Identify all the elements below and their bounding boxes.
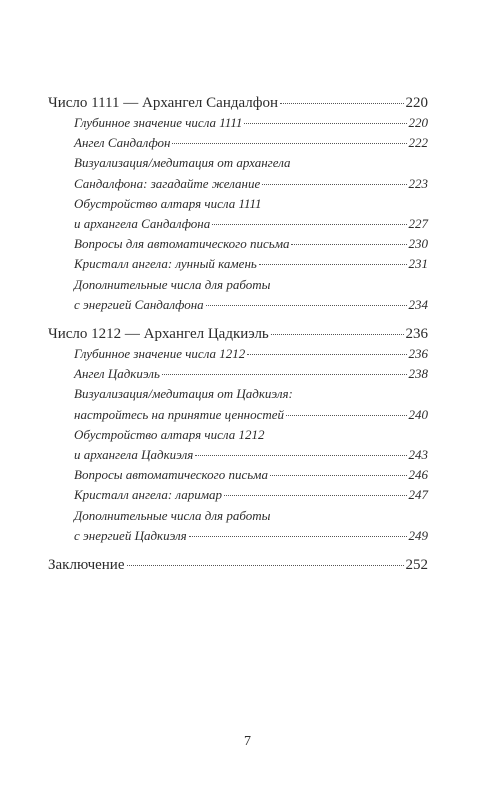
section-title-line: Визуализация/медитация от Цадкиэля: [74, 386, 293, 402]
section-title: с энергией Цадкиэля [74, 527, 187, 543]
toc-section[interactable] [74, 506, 428, 546]
section-page-number: 238 [408, 366, 428, 382]
section-page-number: 243 [408, 447, 428, 463]
chapter-page-number: 220 [405, 95, 428, 111]
section-title: Глубинное значение числа 1111 [74, 115, 243, 130]
dot-leader [262, 175, 406, 188]
dot-leader [206, 296, 407, 309]
table-of-contents [48, 92, 428, 575]
section-title-line: Визуализация/медитация от архангела [74, 155, 291, 171]
chapter-entry[interactable] [48, 92, 428, 113]
toc-chapter [48, 323, 428, 546]
toc-section[interactable] [74, 364, 428, 384]
conclusion-page-number: 252 [405, 557, 428, 574]
section-title: Вопросы автоматического письма [74, 467, 268, 483]
toc-section[interactable] [74, 234, 428, 254]
section-title: Вопросы для автоматического письма [74, 236, 290, 252]
section-title-line: Обустройство алтаря числа 1212 [74, 426, 265, 442]
toc-section[interactable] [74, 465, 428, 485]
section-page-number: 236 [408, 346, 428, 362]
toc-section[interactable] [74, 384, 428, 424]
section-page-number: 234 [408, 296, 428, 312]
section-page-number: 247 [408, 487, 428, 503]
section-title: Кристалл ангела: лунный камень [74, 256, 257, 272]
chapter-title: Число 1212 — Архангел Цадкиэль [48, 326, 269, 343]
section-title: с энергией Сандалфона [74, 296, 204, 312]
conclusion-entry[interactable] [48, 554, 428, 575]
section-title-line: Дополнительные числа для работы [74, 276, 271, 292]
section-title-line: Обустройство алтаря числа 1111 [74, 195, 262, 211]
dot-leader [291, 235, 406, 248]
section-page-number: 231 [408, 256, 428, 272]
toc-section[interactable] [74, 153, 428, 193]
toc-section[interactable] [74, 275, 428, 315]
section-title: Ангел Цадкиэль [74, 366, 160, 382]
toc-section[interactable] [74, 133, 428, 153]
section-title: и архангела Цадкиэля [74, 447, 194, 463]
toc-section[interactable] [74, 485, 428, 505]
section-title: и архангела Сандалфона [74, 216, 211, 232]
section-title: Ангел Сандалфон [74, 135, 171, 151]
toc-section[interactable] [74, 254, 428, 274]
toc-section[interactable] [74, 344, 428, 364]
section-title: Сандалфона: загадайте желание [74, 175, 261, 191]
dot-leader [247, 345, 406, 358]
section-list [74, 344, 428, 546]
section-title: Кристалл ангела: ларимар [74, 487, 223, 503]
chapter-entry[interactable] [48, 323, 428, 344]
toc-section[interactable] [74, 194, 428, 234]
page-number: 7 [244, 734, 251, 749]
toc-section[interactable] [74, 425, 428, 465]
dot-leader [280, 92, 403, 107]
conclusion-title: Заключение [48, 557, 125, 574]
section-page-number: 223 [408, 175, 428, 191]
dot-leader [127, 554, 404, 569]
section-page-number: 230 [408, 236, 428, 252]
dot-leader [195, 446, 406, 459]
dot-leader [286, 406, 406, 419]
dot-leader [259, 255, 407, 268]
dot-leader [189, 527, 407, 540]
chapter-title: Число 1111 — Архангел Сандалфон [48, 95, 279, 111]
section-page-number: 249 [408, 527, 428, 543]
section-title: настройтесь на принятие ценностей [74, 406, 285, 422]
section-page-number: 240 [408, 406, 428, 422]
section-list [74, 113, 428, 315]
dot-leader [212, 215, 406, 228]
section-page-number: 220 [408, 115, 428, 130]
dot-leader [162, 365, 407, 378]
dot-leader [244, 114, 406, 127]
chapter-page-number: 236 [405, 326, 428, 343]
section-page-number: 227 [408, 216, 428, 232]
dot-leader [172, 134, 406, 147]
dot-leader [270, 466, 407, 479]
toc-chapter [48, 92, 428, 315]
section-page-number: 222 [408, 135, 428, 151]
section-title: Глубинное значение числа 1212 [74, 346, 246, 362]
dot-leader [224, 486, 406, 499]
section-page-number: 246 [408, 467, 428, 483]
dot-leader [271, 323, 404, 338]
section-title-line: Дополнительные числа для работы [74, 507, 271, 523]
toc-section[interactable] [74, 113, 428, 133]
